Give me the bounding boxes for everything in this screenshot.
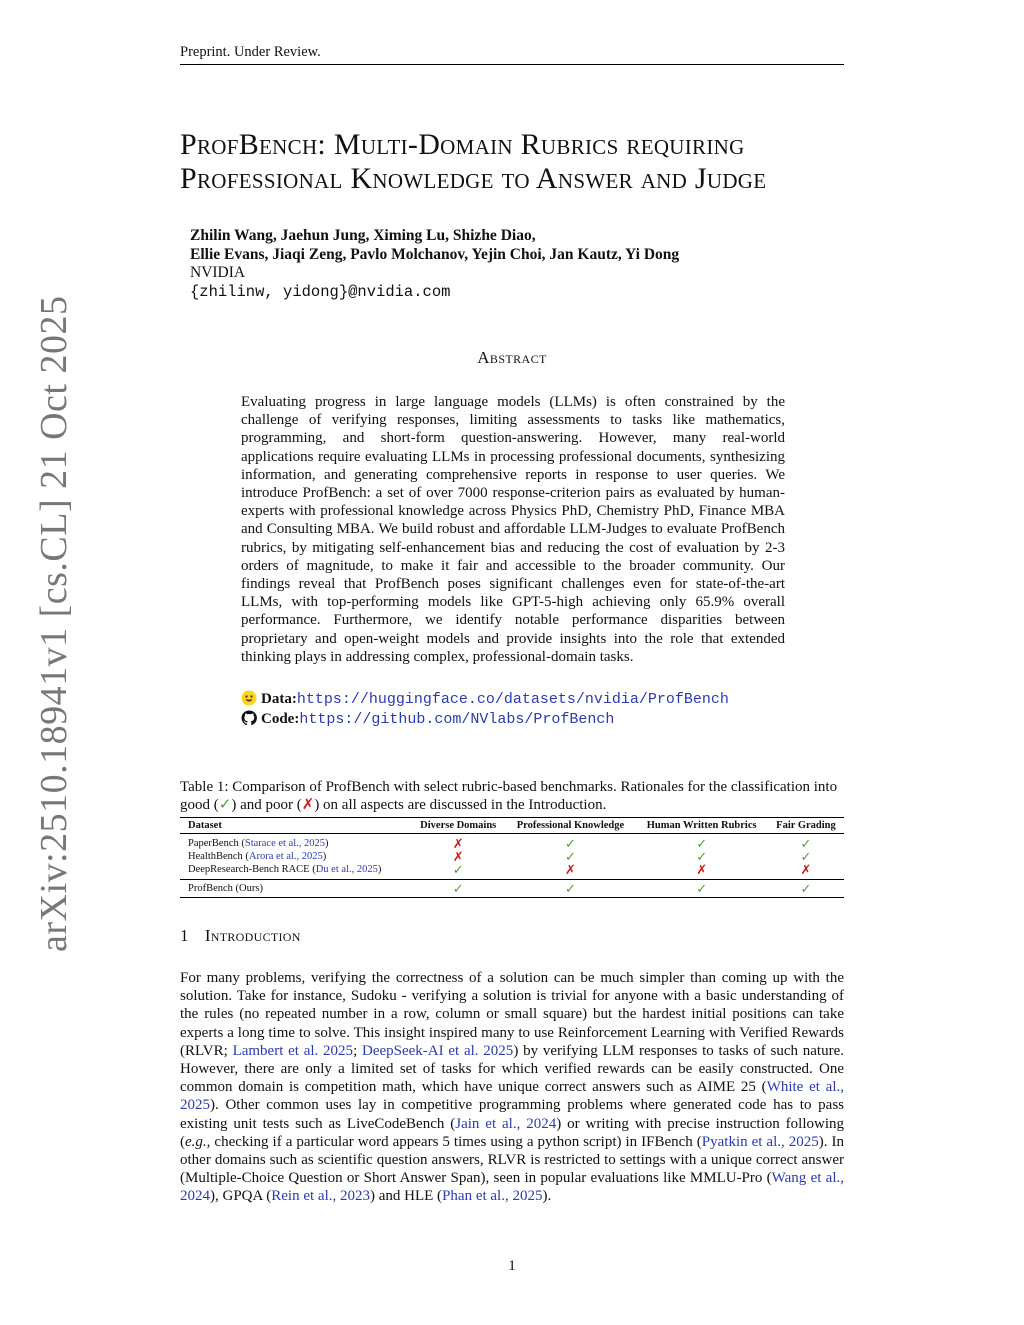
citation-link[interactable]: Pyatkin et al., 2025	[701, 1133, 819, 1150]
check-mark-icon: ✓	[564, 849, 576, 864]
intro-text: ).	[542, 1188, 552, 1205]
dataset-name-close: )	[325, 838, 329, 849]
intro-text: ) by verifying LLM responses to tasks of such nature. However, there are only a limited set of tasks for which verified rewards can be easily constructed. One common domain is competition math, which have unique correct answers such as AIME 25 (	[180, 1042, 845, 1096]
abstract-text: Evaluating progress in large language models (LLMs) is often constrained by the challenge of verifying responses, limiting assessments to tasks like mathematics, programming, and short-form question-answering. However, many real-world applications require evaluating LLMs in processing professional documents, synthesizing information, and generating comprehensive reports in response to user queries. We introduce ProfBench: a set of over 7000 response-criterion pairs as evaluated by human-experts with professional knowledge across Physics PhD, Chemistry PhD, Finance MBA and Consulting MBA. We build robust and affordable LLM-Judges to evaluate ProfBench rubrics, by mitigating self-enhancement bias and reducing the cost of evaluation by 2-3 orders of magnitude, to make it fair and accessible to the broader community. Our findings reveal that ProfBench poses significant challenges even for state-of-the-art LLMs, with top-performing models like GPT-5-high achieving only 65.9% overall performance. Furthermore, we identify notable performance disparities between proprietary and open-weight models and provide insights into the role that extended thinking plays in addressing complex, professional-domain tasks.	[241, 394, 785, 665]
poor-mark-icon: ✗	[301, 797, 315, 813]
citation-link[interactable]: Wang et al., 2024	[180, 1170, 844, 1205]
paper-title	[180, 128, 844, 196]
col-header-diverse-domains: Diverse Domains	[411, 818, 506, 834]
page-number: 1	[508, 1258, 516, 1274]
intro-text: e.g.,	[185, 1133, 211, 1150]
check-mark-icon: ✓	[411, 880, 506, 898]
cross-mark-icon: ✗	[452, 849, 464, 864]
authors-line-2: Ellie Evans, Jiaqi Zeng, Pavlo Molchanov, Yejin Choi, Jan Kautz, Yi Dong	[190, 245, 680, 263]
section-heading	[180, 926, 301, 946]
citation-link[interactable]: Starace et al., 2025	[244, 838, 326, 849]
citation-link[interactable]: Jain et al., 2024	[455, 1115, 557, 1132]
intro-text: For many problems, verifying the correctness of a solution can be much simpler than coming up with the solution. Take for instance, Sudoku - verifying a solution is trivial for anyone with a basic understanding of the rules (no repeated number in a row, column or small square) but the hardest initial positions can take experts a long time to solve. This insight inspired many to use Reinforcement Learning with Verified Rewards (RLVR;	[180, 970, 844, 1059]
dataset-name: DeepResearch-Bench RACE (	[188, 864, 316, 875]
dataset-name-cell	[180, 880, 411, 898]
caption-part-1: Table 1: Comparison of ProfBench with select rubric-based benchmarks. Rationales for the classification into good (	[180, 779, 838, 813]
intro-text: ) or writing with precise instruction following (	[180, 1115, 844, 1150]
code-url-link[interactable]: https://github.com/NVlabs/ProfBench	[299, 710, 615, 728]
good-mark-icon: ✓	[218, 797, 232, 813]
dataset-name-cell	[180, 850, 411, 863]
citation-link[interactable]: Phan et al., 2025	[442, 1188, 543, 1205]
table-row	[180, 863, 844, 880]
col-header-professional-knowledge: Professional Knowledge	[506, 818, 636, 834]
check-mark-icon: ✓	[452, 862, 464, 877]
cross-mark-icon: ✗	[800, 862, 812, 877]
hugging-face-icon	[241, 690, 257, 706]
citation-link[interactable]: Arora et al., 2025	[248, 851, 323, 862]
dataset-name: ProfBench (Ours)	[188, 883, 263, 894]
intro-text: ), GPQA (	[210, 1188, 272, 1205]
check-mark-icon: ✓	[564, 836, 576, 851]
introduction-paragraph	[180, 969, 844, 1206]
title-line-1: ProfBench: Multi-Domain Rubrics requiring	[180, 128, 745, 161]
comparison-table	[180, 817, 844, 898]
intro-text: ;	[353, 1042, 362, 1059]
check-mark-icon: ✓	[696, 836, 708, 851]
running-header: Preprint. Under Review.	[180, 44, 844, 65]
table-caption	[180, 778, 844, 814]
intro-text: checking if a particular word appears 5 times using a python script) in IFBench (	[210, 1133, 702, 1150]
check-mark-icon: ✓	[635, 880, 768, 898]
intro-text: ). In other domains such as scientific question answers, RLVR is restricted to settings with a unique correct answer (Multiple-Choice Question or Short Answer Span), seen in popular evaluations like MMLU-Pro (	[180, 1133, 844, 1187]
table-row	[180, 834, 844, 851]
code-link-row	[241, 710, 729, 730]
col-header-human-written-rubrics: Human Written Rubrics	[635, 818, 768, 834]
check-mark-icon: ✓	[506, 880, 636, 898]
citation-link[interactable]: DeepSeek-AI et al. 2025	[362, 1042, 514, 1059]
data-label: Data:	[261, 691, 297, 707]
dataset-name: HealthBench (	[188, 851, 249, 862]
data-link-row	[241, 690, 729, 710]
section-number: 1	[180, 926, 189, 945]
intro-text: ). Other common uses lay in competitive programming problems where generated code has to pass existing unit tests such as LiveCodeBench (	[180, 1097, 844, 1132]
author-block	[190, 227, 679, 301]
citation-link[interactable]: Lambert et al. 2025	[232, 1042, 354, 1059]
affiliation: NVIDIA	[190, 264, 246, 281]
title-line-2: Professional Knowledge to Answer and Judge	[180, 162, 767, 195]
author-email: {zhilinw, yidong}@nvidia.com	[190, 282, 451, 301]
table-header-row	[180, 818, 844, 834]
data-url-link[interactable]: https://huggingface.co/datasets/nvidia/ProfBench	[296, 691, 729, 708]
check-mark-icon: ✓	[800, 849, 812, 864]
dataset-name-close: )	[322, 851, 327, 862]
table-row	[180, 850, 844, 863]
caption-part-3: ) on all aspects are discussed in the Introduction.	[314, 797, 607, 813]
dataset-name-cell	[180, 834, 411, 851]
check-mark-icon: ✓	[768, 880, 844, 898]
intro-text: ) and HLE (	[370, 1188, 443, 1205]
cross-mark-icon: ✗	[696, 862, 708, 877]
cross-mark-icon: ✗	[564, 862, 576, 877]
resource-links	[241, 690, 729, 729]
citation-link[interactable]: White et al., 2025	[180, 1079, 844, 1114]
code-label: Code:	[261, 710, 300, 727]
cross-mark-icon: ✗	[452, 836, 464, 851]
col-header-dataset: Dataset	[180, 818, 411, 834]
col-header-fair-grading: Fair Grading	[768, 818, 844, 834]
dataset-name-cell	[180, 863, 411, 880]
check-mark-icon: ✓	[696, 849, 708, 864]
caption-part-2: ) and poor (	[231, 797, 302, 813]
check-mark-icon: ✓	[800, 836, 812, 851]
dataset-name: PaperBench (	[188, 838, 245, 849]
citation-link[interactable]: Rein et al., 2023	[271, 1188, 370, 1205]
github-icon	[241, 710, 257, 726]
table-row	[180, 880, 844, 898]
section-title: Introduction	[204, 926, 301, 945]
authors-line-1: Zhilin Wang, Jaehun Jung, Ximing Lu, Shizhe Diao,	[190, 227, 536, 244]
abstract-heading: Abstract	[477, 348, 547, 367]
dataset-name-close: )	[377, 864, 382, 875]
citation-link[interactable]: Du et al., 2025	[315, 864, 378, 875]
arxiv-stamp: arXiv:2510.18941v1 [cs.CL] 21 Oct 2025	[33, 295, 75, 952]
